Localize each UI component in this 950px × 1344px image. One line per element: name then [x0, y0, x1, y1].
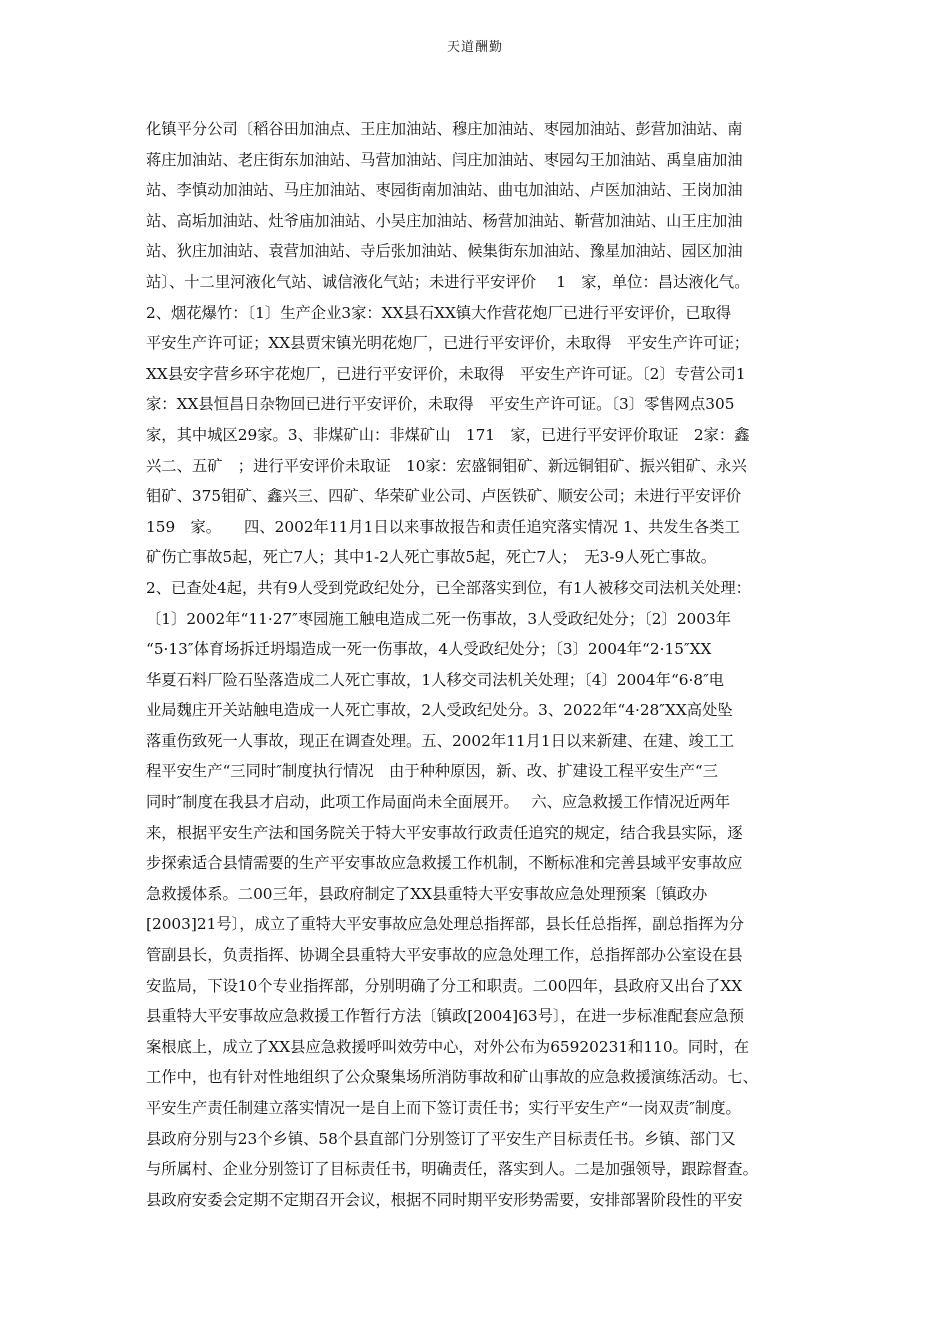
text-line: 案根底上，成立了XX县应急救援呼叫效劳中心，对外公布为65920231和110。同时，在	[146, 1037, 750, 1056]
text-line: 步探索适合县情需要的生产平安事故应急救援工作机制，不断标准和完善县域平安事故应	[146, 854, 743, 873]
document-body	[146, 114, 810, 1215]
text-line: 矿伤亡事故5起，死亡7人；其中1-2人死亡事故5起，死亡7人； 无3-9人死亡事故。	[146, 548, 717, 567]
text-line: [2003]21号〕，成立了重特大平安事故应急处理总指挥部，县长任总指挥，副总指挥为分	[146, 915, 745, 934]
text-line: 平安生产许可证；XX县贾宋镇光明花炮厂，已进行平安评价，未取得 平安生产许可证；	[146, 334, 750, 353]
text-line: 安监局，下设10个专业指挥部，分别明确了分工和职责。二00四年，县政府又出台了XX	[146, 976, 743, 995]
text-line: 落重伤致死一人事故，现正在调查处理。五、2002年11月1日以来新建、在建、竣工工	[146, 731, 735, 750]
text-line: 159 家。 四、2002年11月1日以来事故报告和责任追究落实情况 1、共发生各类工	[146, 517, 740, 536]
text-line: 化镇平分公司〔稻谷田加油点、王庄加油站、穆庄加油站、枣园加油站、彭营加油站、南	[146, 120, 743, 138]
text-line: “5·13″体育场拆迁坍塌造成一死一伤事故，4人受政纪处分；〔3〕2004年“2·15″XX	[146, 640, 712, 659]
text-line: 家：XX县恒昌日杂物回已进行平安评价，未取得 平安生产许可证。〔3〕零售网点305	[146, 395, 735, 414]
text-line: 站、高垢加油站、灶爷庙加油站、小吴庄加油站、杨营加油站、靳营加油站、山王庄加油	[146, 211, 743, 230]
text-line: 同时″制度在我县才启动，此项工作局面尚未全面展开。 六、应急救援工作情况近两年	[146, 793, 731, 812]
text-line: 蒋庄加油站、老庄街东加油站、马营加油站、闫庄加油站、枣园勾王加油站、禹皇庙加油	[146, 150, 743, 169]
text-line: 平安生产责任制建立落实情况一是自上而下签订责任书；实行平安生产“一岗双责″制度。	[146, 1099, 741, 1117]
text-line: 工作中，也有针对性地组织了公众聚集场所消防事故和矿山事故的应急救援演练活动。七、	[146, 1068, 758, 1087]
text-line: 业局魏庄开关站触电造成一人死亡事故，2人受政纪处分。3、2022年“4·28″XX高处坠	[146, 701, 733, 720]
text-line: 来，根据平安生产法和国务院关于特大平安事故行政责任追究的规定，结合我县实际，逐	[146, 823, 743, 842]
text-line: 站、狄庄加油站、袁营加油站、寺后张加油站、候集街东加油站、豫星加油站、园区加油	[146, 242, 743, 261]
text-line: 2、烟花爆竹：〔1〕生产企业3家：XX县石XX镇大作营花炮厂已进行平安评价，已取得	[146, 303, 732, 322]
text-line: 华夏石料厂险石坠落造成二人死亡事故，1人移交司法机关处理；〔4〕2004年“6·8″电	[146, 670, 725, 689]
text-line: XX县安字营乡环宇花炮厂，已进行平安评价，未取得 平安生产许可证。〔2〕专营公司1	[146, 364, 746, 383]
text-line: 县重特大平安事故应急救援工作暂行方法〔镇政[2004]63号〕，在进一步标准配套应急预	[146, 1007, 745, 1026]
text-line: 家，其中城区29家。3、非煤矿山：非煤矿山 171 家，已进行平安评价取证 2家：鑫	[146, 425, 750, 444]
text-line: 站〕、十二里河液化气站、诚信液化气站；未进行平安评价 1 家，单位：昌达液化气。	[146, 272, 750, 291]
text-line: 县政府分别与23个乡镇、58个县直部门分别签订了平安生产目标责任书。乡镇、部门又	[146, 1129, 736, 1148]
text-line: 程平安生产“三同时″制度执行情况 由于种种原因，新、改、扩建设工程平安生产“三	[146, 762, 719, 781]
text-line: 〔1〕2002年“11·27″枣园施工触电造成二死一伤事故，3人受政纪处分；〔2〕2003年	[146, 609, 732, 628]
text-line: 急救援体系。二00三年，县政府制定了XX县重特大平安事故应急处理预案〔镇政办	[146, 884, 708, 903]
text-line: 钼矿、375钼矿、鑫兴三、四矿、华荣矿业公司、卢医铁矿、顺安公司；未进行平安评价	[146, 487, 742, 506]
text-line: 县政府安委会定期不定期召开会议，根据不同时期平安形势需要，安排部署阶段性的平安	[146, 1190, 743, 1209]
text-line: 与所属村、企业分别签订了目标责任书，明确责任，落实到人。二是加强领导，跟踪督查。	[146, 1160, 758, 1179]
text-line: 2、已查处4起，共有9人受到党政纪处分，已全部落实到位，有1人被移交司法机关处理：	[146, 578, 751, 597]
text-line: 站、李慎动加油站、马庄加油站、枣园街南加油站、曲屯加油站、卢医加油站、王岗加油	[146, 181, 743, 200]
text-line: 兴二、五矿 ；进行平安评价未取证 10家：宏盛铜钼矿、新远铜钼矿、振兴钼矿、永兴	[146, 456, 747, 475]
text-line: 管副县长，负责指挥、协调全县重特大平安事故的应急处理工作，总指挥部办公室设在县	[146, 946, 743, 965]
page-header: 天道酬勤	[446, 40, 503, 55]
